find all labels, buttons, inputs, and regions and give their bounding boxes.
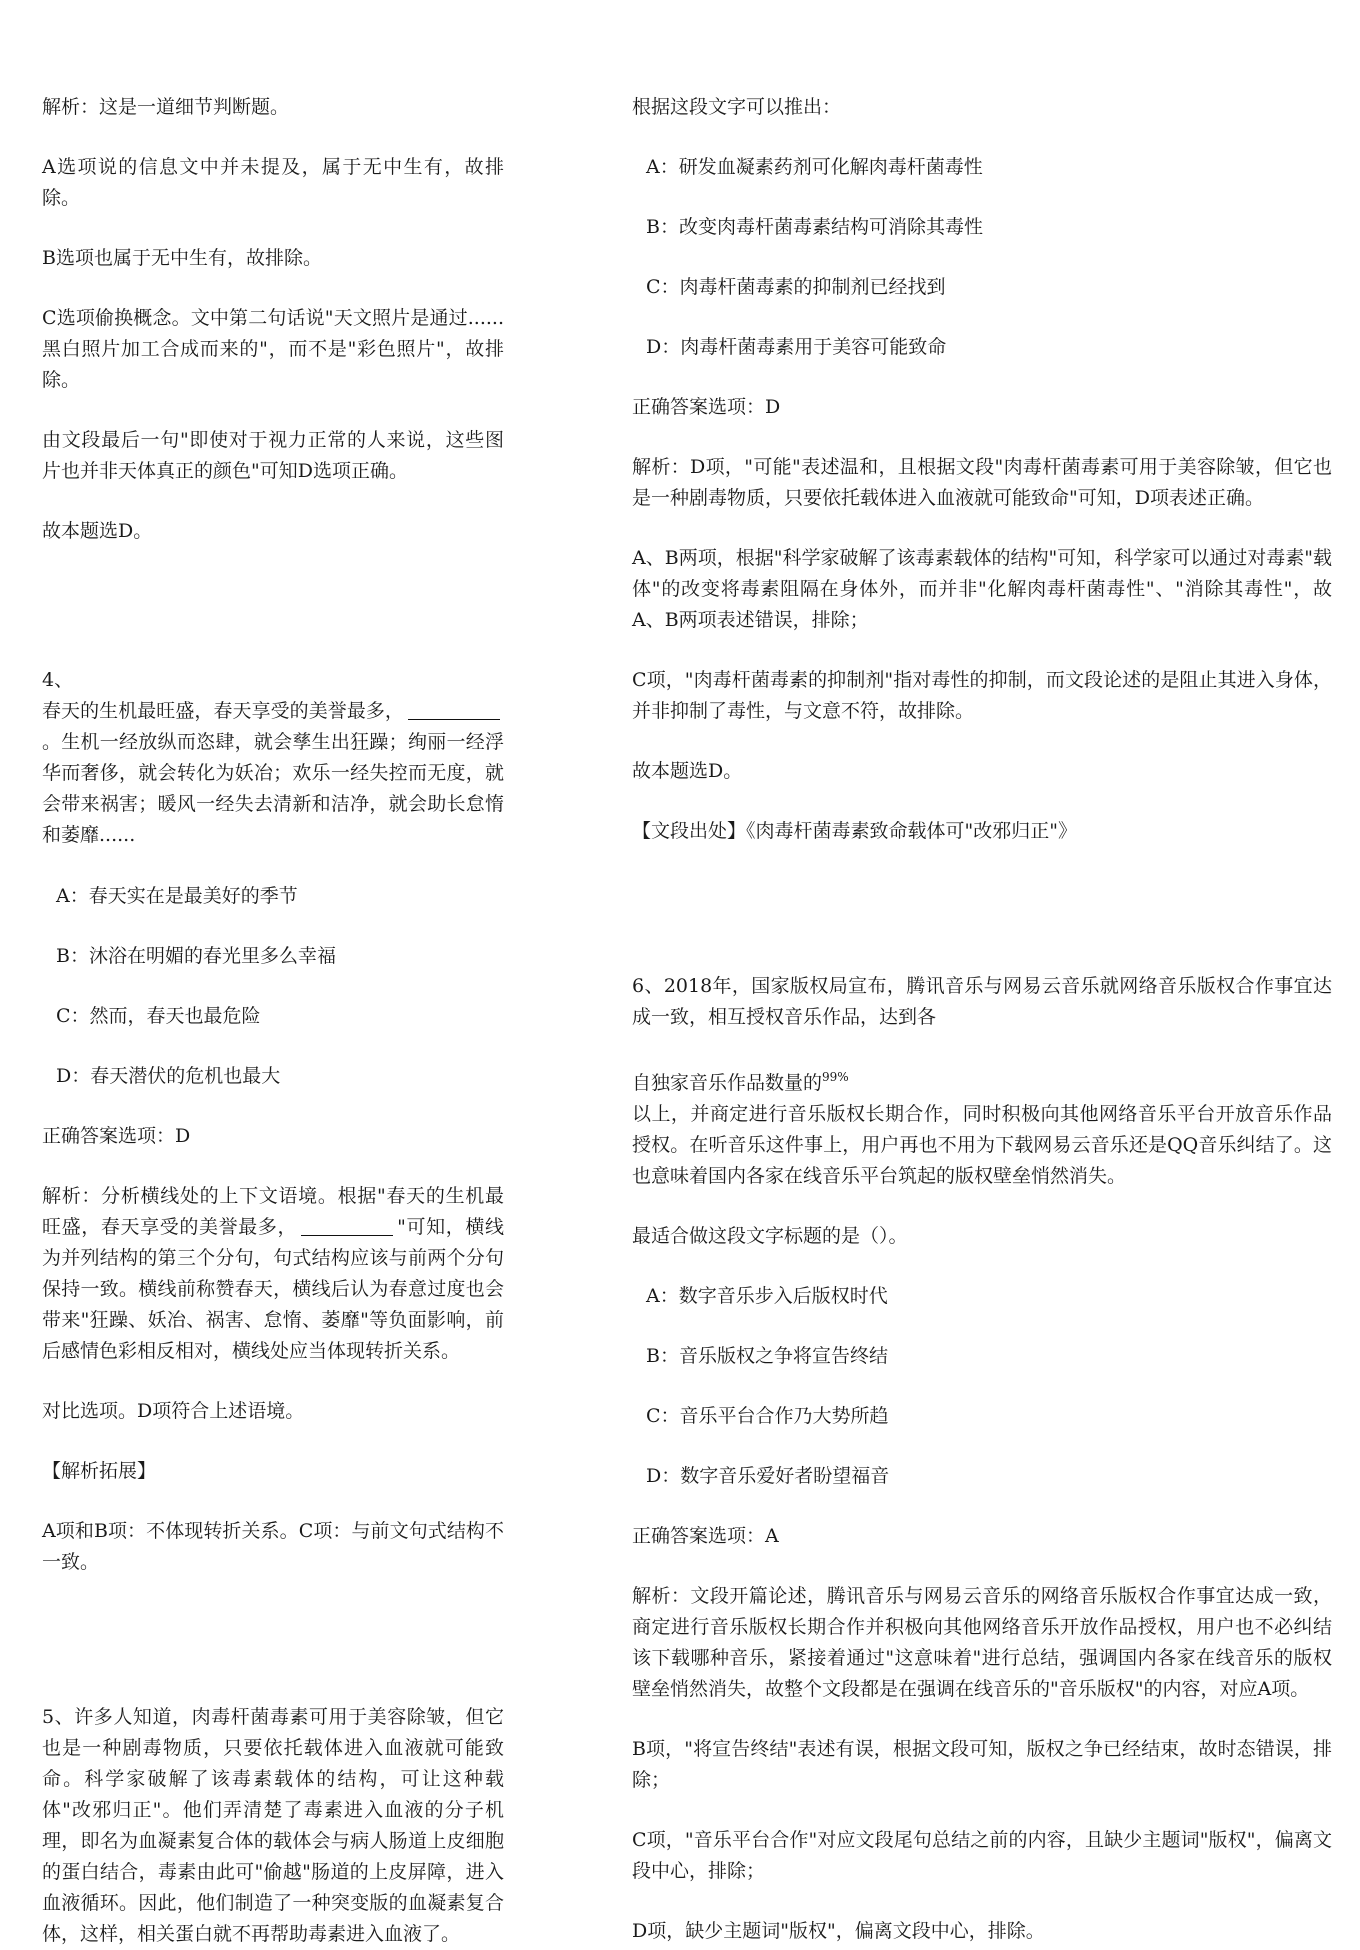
q5-stem: 5、许多人知道，肉毒杆菌毒素可用于美容除皱，但它也是一种剧毒物质，只要依托载体进入血液就可能致命。科学家破解了该毒素载体的结构，可让这种载体"改邪归正"。他们弄清楚了毒素进入血液的分子机理，即名为血凝素复合体的载体会与病人肠道上皮细胞的蛋白结合，毒素由此可"偷越"肠道的上皮屏障，进入血液循环。因此，他们制造了一种突变版的血凝素复合体，这样，相关蛋白就不再帮助毒素进入血液了。 [42, 1706, 504, 1945]
q4-compare: 对比选项。D项符合上述语境。 [42, 1400, 305, 1422]
q4-number: 4、 [42, 669, 74, 691]
q4-option-a: A：春天实在是最美好的季节 [56, 885, 298, 907]
q3-option-b-note: B选项也属于无中生有，故排除。 [42, 247, 322, 269]
q6-option-d: D：数字音乐爱好者盼望福音 [646, 1465, 890, 1487]
q4-extend-title: 【解析拓展】 [42, 1460, 157, 1482]
q4-stem: 春天的生机最旺盛，春天享受的美誉最多，。生机一经放纵而恣肆，就会孳生出狂躁；绚丽一经浮华而奢侈，就会转化为妖冶；欢乐一经失控而无度，就会带来祸害；暖风一经失去清新和洁净，就会助长怠惰和萎靡...... [42, 700, 504, 846]
left-column [42, 92, 504, 1950]
q6-percent: 99% [822, 1070, 849, 1084]
q6-stem-line3: 以上，并商定进行音乐版权长期合作，同时积极向其他网络音乐平台开放音乐作品授权。在听音乐这件事上，用户再也不用为下载网易云音乐还是QQ音乐纠结了。这也意味着国内各家在线音乐平台筑起的版权壁垒悄然消失。 [632, 1103, 1332, 1187]
q6-prompt: 最适合做这段文字标题的是（）。 [632, 1225, 908, 1247]
right-column [632, 92, 1332, 1947]
q4-option-d: D：春天潜伏的危机也最大 [56, 1065, 281, 1087]
q3-conclusion: 故本题选D。 [42, 520, 153, 542]
q5-option-b: B：改变肉毒杆菌毒素结构可消除其毒性 [646, 216, 983, 238]
q3-analysis: 解析：这是一道细节判断题。 [42, 96, 290, 118]
q6-option-c: C：音乐平台合作乃大势所趋 [646, 1405, 889, 1427]
q6-stem-line2: 自独家音乐作品数量的$^{99\%}$ [632, 1070, 849, 1094]
q4-answer: 正确答案选项：D [42, 1125, 191, 1147]
q4-option-c: C：然而，春天也最危险 [56, 1005, 261, 1027]
q4-option-b: B：沐浴在明媚的春光里多么幸福 [56, 945, 336, 967]
q5-option-d: D：肉毒杆菌毒素用于美容可能致命 [646, 336, 947, 358]
q5-answer: 正确答案选项：D [632, 396, 781, 418]
q6-analysis: 解析：文段开篇论述，腾讯音乐与网易云音乐的网络音乐版权合作事宜达成一致，商定进行音乐版权长期合作并积极向其他网络音乐开放作品授权，用户也不必纠结该下载哪种音乐，紧接着通过"这意味着"进行总结，强调国内各家在线音乐的版权壁垒悄然消失，故整个文段都是在强调在线音乐的"音乐版权"的内容，对应A项。 [632, 1585, 1332, 1700]
q3-option-c-note: C选项偷换概念。文中第二句话说"天文照片是通过......黑白照片加工合成而来的"，而不是"彩色照片"，故排除。 [42, 307, 504, 391]
q6-stem-line1: 6、2018年，国家版权局宣布，腾讯音乐与网易云音乐就网络音乐版权合作事宜达成一致，相互授权音乐作品，达到各 [632, 975, 1332, 1028]
q6-option-a: A：数字音乐步入后版权时代 [646, 1285, 888, 1307]
fill-blank [408, 699, 500, 720]
q6-option-d-note: D项，缺少主题词"版权"，偏离文段中心，排除。 [632, 1920, 1045, 1942]
q5-option-c-note: C项，"肉毒杆菌毒素的抑制剂"指对毒性的抑制，而文段论述的是阻止其进入身体，并非抑制了毒性，与文意不符，故排除。 [632, 669, 1332, 722]
q6-option-c-note: C项，"音乐平台合作"对应文段尾句总结之前的内容，且缺少主题词"版权"，偏离文段中心，排除； [632, 1829, 1332, 1882]
q5-option-ab-note: A、B两项，根据"科学家破解了该毒素载体的结构"可知，科学家可以通过对毒素"载体"的改变将毒素阻隔在身体外，而并非"化解肉毒杆菌毒性"、"消除其毒性"，故A、B两项表述错误，排除； [632, 547, 1332, 631]
q6-answer: 正确答案选项：A [632, 1525, 779, 1547]
q4-analysis: 解析：分析横线处的上下文语境。根据"春天的生机最旺盛，春天享受的美誉最多， "可知，横线为并列结构的第三个分句，句式结构应该与前两个分句保持一致。横线前称赞春天，横线后认为春意过度也会带来"狂躁、妖冶、祸害、怠惰、萎靡"等负面影响，前后感情色彩相反相对，横线处应当体现转折关系。 [42, 1185, 504, 1362]
q5-conclusion: 故本题选D。 [632, 760, 743, 782]
q5-option-a: A：研发血凝素药剂可化解肉毒杆菌毒性 [646, 156, 983, 178]
q3-option-a-note: A选项说的信息文中并未提及，属于无中生有，故排除。 [42, 156, 504, 209]
q5-analysis: 解析：D项，"可能"表述温和，且根据文段"肉毒杆菌毒素可用于美容除皱，但它也是一种剧毒物质，只要依托载体进入血液就可能致命"可知，D项表述正确。 [632, 456, 1332, 509]
q6-option-b-note: B项，"将宣告终结"表述有误，根据文段可知，版权之争已经结束，故时态错误，排除； [632, 1738, 1332, 1791]
q6-option-b: B：音乐版权之争将宣告终结 [646, 1345, 888, 1367]
q5-option-c: C：肉毒杆菌毒素的抑制剂已经找到 [646, 276, 946, 298]
q5-source: 【文段出处】《肉毒杆菌毒素致命载体可"改邪归正"》 [632, 820, 1077, 842]
q5-prompt: 根据这段文字可以推出： [632, 96, 842, 118]
q3-option-d-note: 由文段最后一句"即使对于视力正常的人来说，这些图片也并非天体真正的颜色"可知D选项正确。 [42, 429, 504, 482]
q4-extend: A项和B项：不体现转折关系。C项：与前文句式结构不一致。 [42, 1520, 504, 1573]
fill-blank [301, 1215, 393, 1236]
